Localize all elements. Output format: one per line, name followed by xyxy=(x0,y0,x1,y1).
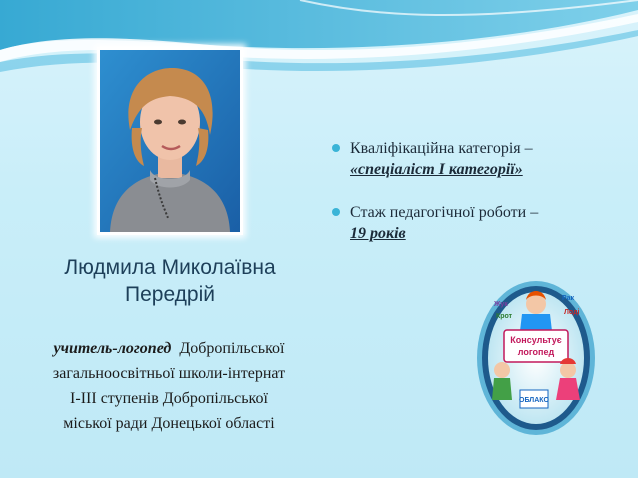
logo-word-right: Рак xyxy=(562,295,574,302)
qualification-value: «спеціаліст І категорії» xyxy=(350,161,523,178)
teacher-name xyxy=(20,254,320,308)
name-first: Людмила Миколаївна xyxy=(64,256,276,279)
position-line-2: загальноосвітньої школи-інтернат xyxy=(52,365,286,382)
info-bullet-list xyxy=(330,138,630,266)
logo-title-line-1: Консультує xyxy=(510,335,562,345)
speech-therapist-logo xyxy=(474,278,598,438)
position-title: учитель-логопед xyxy=(53,340,172,357)
position-line-4: міської ради Донецької області xyxy=(63,415,275,432)
teacher-position xyxy=(14,336,324,436)
logo-word-bottom: ОБЛАКО xyxy=(519,397,549,404)
logo-title-line-2: логопед xyxy=(517,347,555,357)
portrait-photo xyxy=(97,47,243,235)
experience-label: Стаж педагогічної роботи – xyxy=(350,204,539,221)
logo-word-krot: Крот xyxy=(496,313,513,320)
bullet-qualification xyxy=(330,138,630,180)
logo-word-left: Жук xyxy=(494,301,508,308)
position-line-1 xyxy=(14,336,324,361)
position-line-1-rest: Добропільської xyxy=(179,340,285,357)
qualification-label: Кваліфікаційна категорія – xyxy=(350,140,533,157)
bullet-dot-icon xyxy=(332,144,340,152)
position-line-3: І-ІІІ ступенів Добропільської xyxy=(70,390,268,407)
decorative-waves xyxy=(0,0,638,90)
logo-word-lody: Лоді xyxy=(564,309,580,316)
name-last: Передрій xyxy=(125,283,215,306)
bullet-dot-icon xyxy=(332,208,340,216)
bullet-experience xyxy=(330,202,630,244)
experience-value: 19 років xyxy=(350,225,406,242)
